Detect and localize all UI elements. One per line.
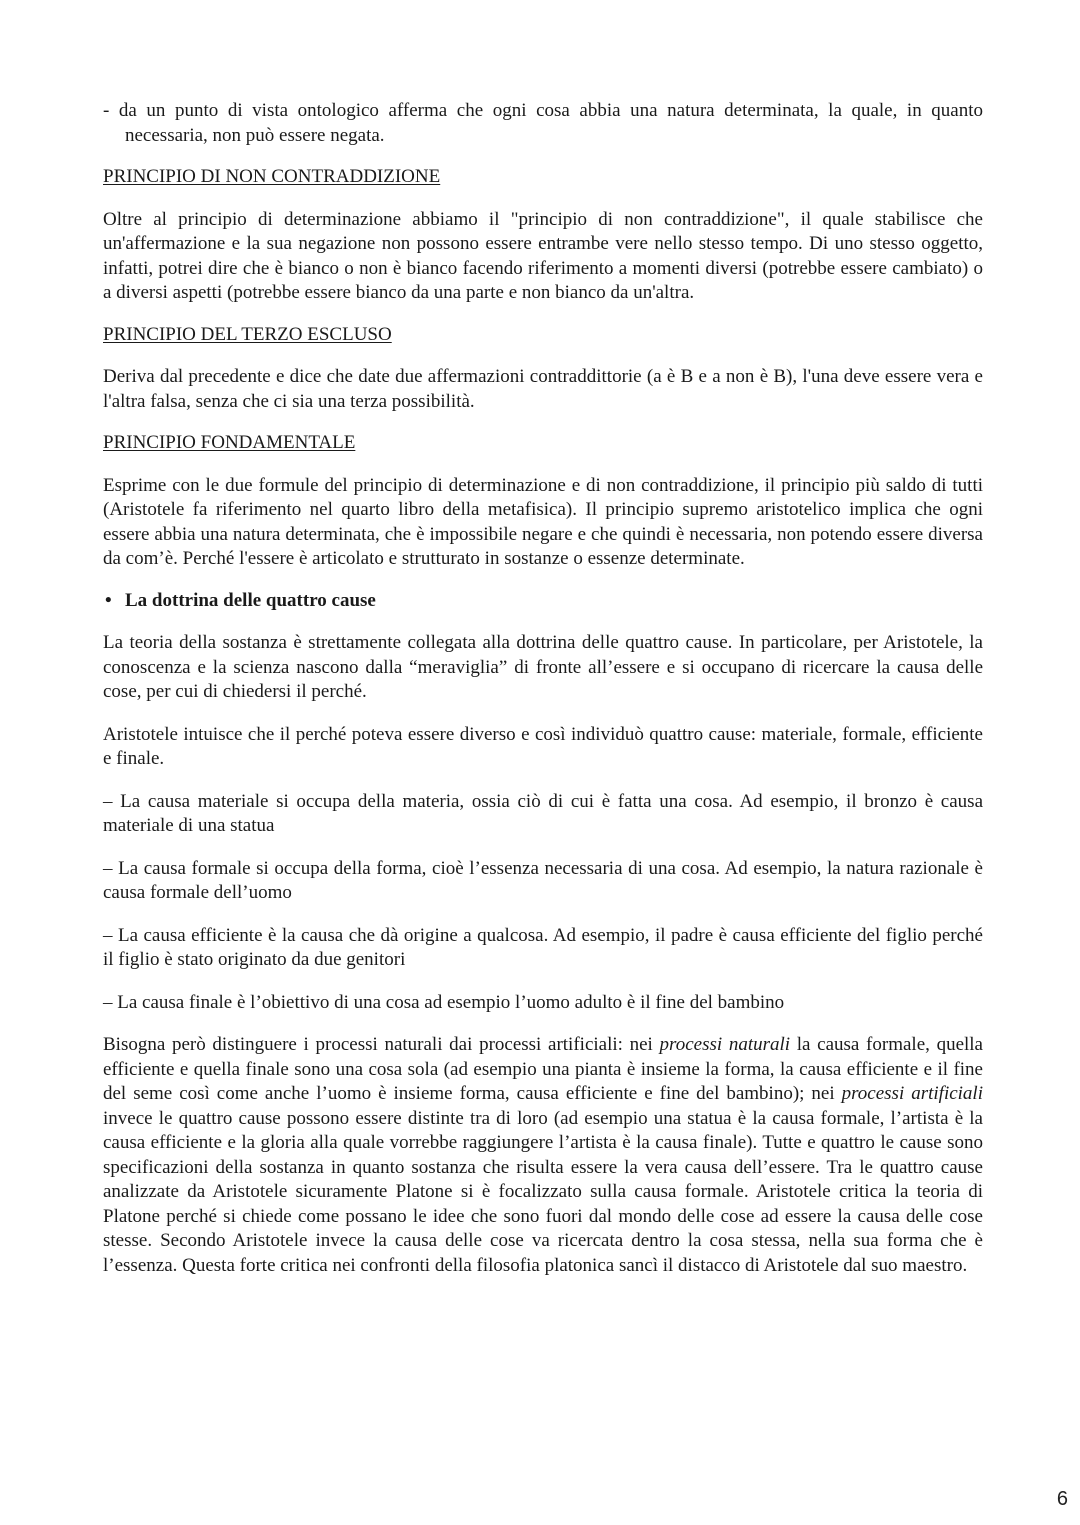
- closing-text-2: la causa formale, quella efficiente e quella finale sono una cosa sola (ad esempio una pianta è insieme la forma, la causa efficiente e il fine del seme così come anche l’uomo è insieme forma, causa efficiente e fine del bambino); nei: [103, 1034, 983, 1104]
- paragraph-causa-finale: – La causa finale è l’obiettivo di una cosa ad esempio l’uomo adulto è il fine del bambino: [103, 991, 785, 1013]
- term-processi-naturali: processi naturali: [659, 1034, 791, 1055]
- heading-terzo-escluso: PRINCIPIO DEL TERZO ESCLUSO: [103, 323, 392, 345]
- intro-paragraph: - da un punto di vista ontologico afferma che ogni cosa abbia una natura determinata, la quale, in quanto necessaria, non può essere negata.: [103, 100, 983, 146]
- closing-text-3: invece le quattro cause possono essere distinte tra di loro (ad esempio una statua è la causa formale, l’artista è la causa efficiente e la gloria alla quale vorrebbe raggiungere l’artista è la causa finale). Tutte e quattro le cause sono specificazioni della sostanza in quanto sostanza che risulta essere la vera causa dell’essere. Tra le quattro cause analizzate da Aristotele sicuramente Platone si è focalizzato sulla causa formale. Aristotele critica la teoria di Platone perché si chiede come possano le idee che sono fuori dal mondo delle cose ad essere la causa delle cose stesse. Secondo Aristotele invece la causa delle cose va ricercata dentro la cosa stessa, nella sua forma che è l’essenza. Questa forte critica nei confronti della filosofia platonica sancì il distacco di Aristotele dal suo maestro.: [103, 1107, 983, 1276]
- paragraph-non-contraddizione: Oltre al principio di determinazione abbiamo il "principio di non contraddizione", il quale stabilisce che un'affermazione e la sua negazione non possono essere entrambe vere nello stesso tempo. Di uno stesso oggetto, infatti, potrei dire che è bianco o non è bianco facendo riferimento a momenti diversi (potrebbe essere cambiato) o a diversi aspetti (potrebbe essere bianco da una parte e non bianco da un'altra.: [103, 208, 983, 303]
- term-processi-artificiali: processi artificiali: [841, 1083, 983, 1104]
- paragraph-terzo-escluso: Deriva dal precedente e dice che date due affermazioni contraddittorie (a è B e a non è B), l'una deve essere vera e l'altra falsa, senza che ci sia una terza possibilità.: [103, 366, 983, 412]
- bullet-heading-quattro-cause: [103, 589, 983, 614]
- paragraph-processi-naturali-artificiali: [103, 1033, 983, 1278]
- bullet-icon: •: [105, 589, 112, 611]
- paragraph-causa-efficiente: – La causa efficiente è la causa che dà origine a qualcosa. Ad esempio, il padre è causa efficiente del figlio perché il figlio è stato originato da due genitori: [103, 924, 983, 970]
- page-number: 6: [1056, 1488, 1068, 1510]
- closing-text-1: Bisogna però distinguere i processi naturali dai processi artificiali: nei: [103, 1034, 660, 1055]
- paragraph-causa-materiale: – La causa materiale si occupa della materia, ossia ciò di cui è fatta una cosa. Ad esempio, il bronzo è causa materiale di una statua: [103, 790, 983, 836]
- paragraph-causa-formale: – La causa formale si occupa della forma, cioè l’essenza necessaria di una cosa. Ad esempio, la natura razionale è causa formale dell’uomo: [103, 857, 983, 903]
- heading-principio-fondamentale: PRINCIPIO FONDAMENTALE: [103, 432, 356, 453]
- paragraph-principio-fondamentale: Esprime con le due formule del principio di determinazione e di non contraddizione, il principio più saldo di tutti (Aristotele fa riferimento nel quarto libro della metafisica). Il principio supremo aristotelico implica che ogni essere abbia una natura determinata, che è impossibile negare e che quindi è necessaria, non potendo essere diversa da com’è. Perché l'essere è articolato e strutturato in sostanze o essenze determinate.: [103, 474, 983, 569]
- bullet-heading-text: La dottrina delle quattro cause: [125, 589, 376, 611]
- heading-non-contraddizione: PRINCIPIO DI NON CONTRADDIZIONE: [103, 166, 441, 187]
- paragraph-sostanza-cause: La teoria della sostanza è strettamente collegata alla dottrina delle quattro cause. In particolare, per Aristotele, la conoscenza e la scienza nascono dalla “meraviglia” di fronte all’essere e si occupano di ricercare la causa delle cose, per cui di chiedersi il perché.: [103, 632, 983, 702]
- document-page: [103, 99, 983, 1278]
- paragraph-quattro-cause-intro: Aristotele intuisce che il perché poteva essere diverso e così individuò quattro cause: materiale, formale, efficiente e finale.: [103, 723, 983, 769]
